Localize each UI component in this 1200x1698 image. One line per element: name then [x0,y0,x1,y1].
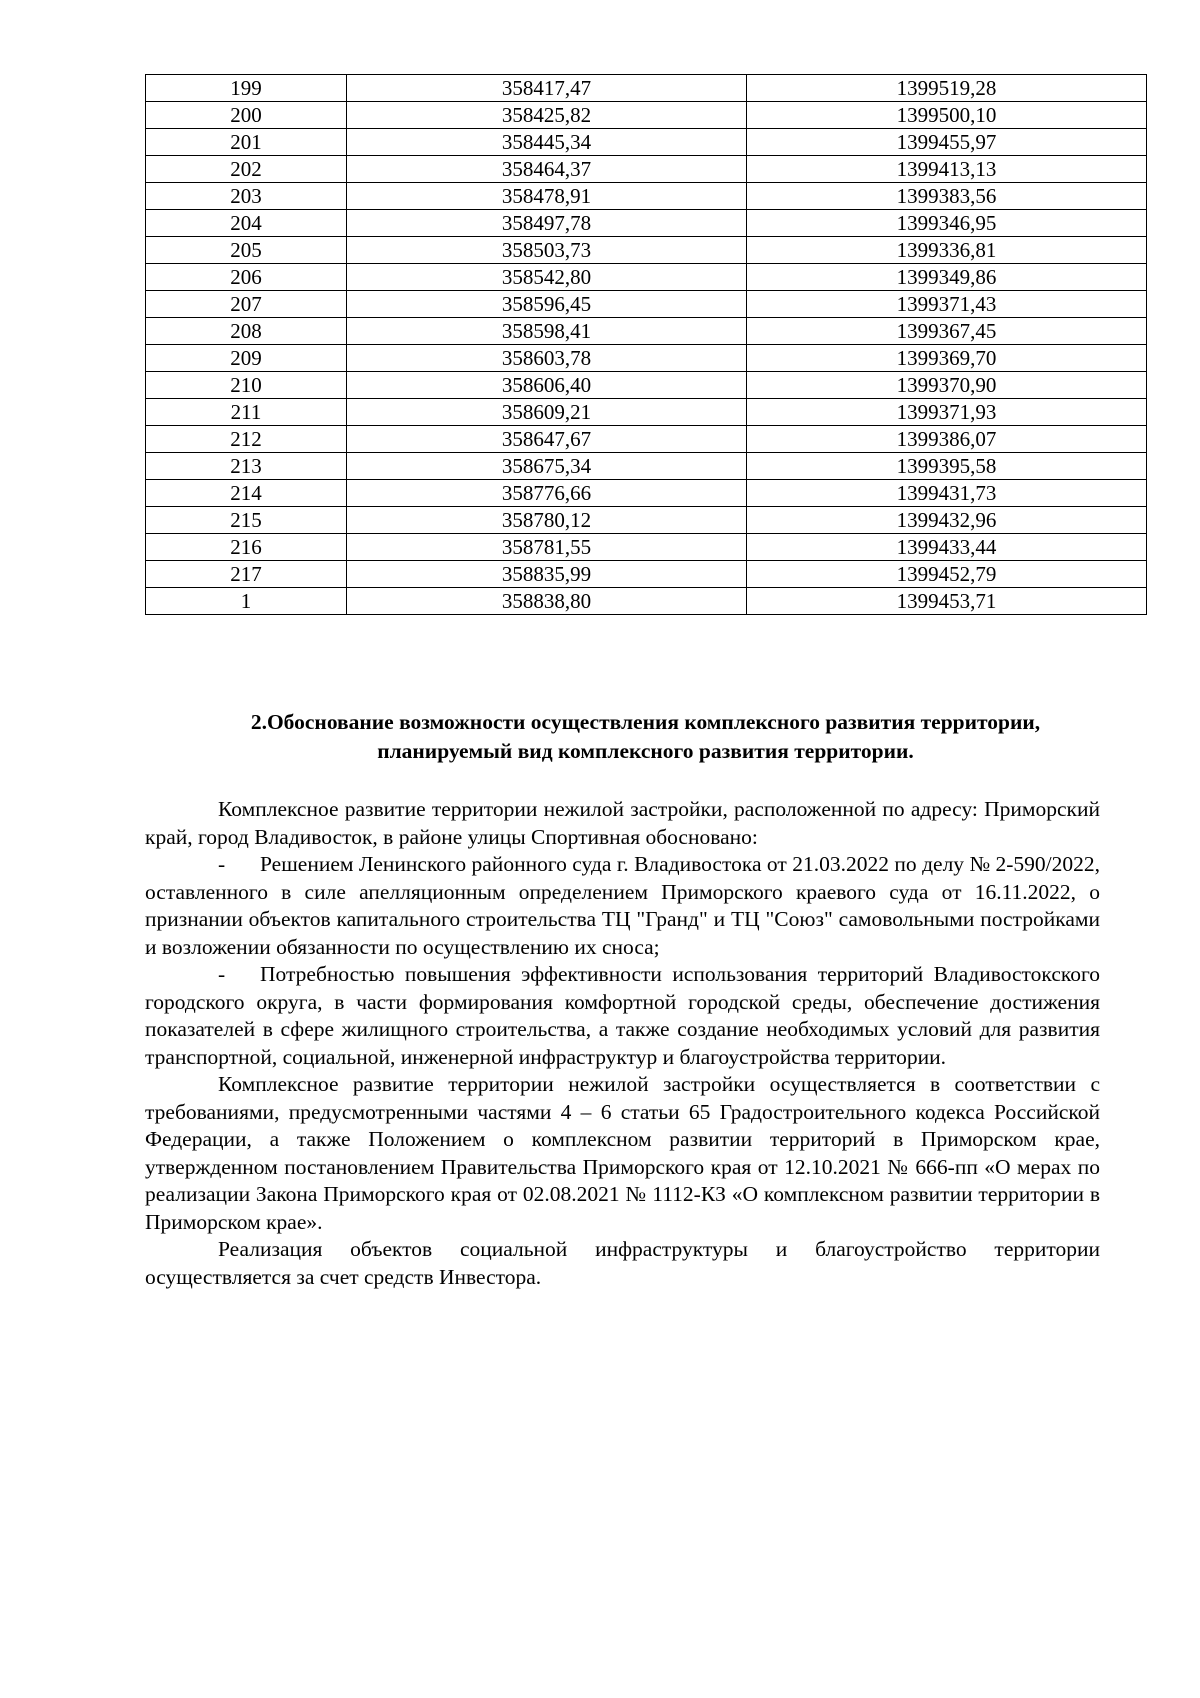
x-coordinate-cell: 358606,40 [347,372,747,399]
point-number-cell: 215 [146,507,347,534]
point-number-cell: 206 [146,264,347,291]
body-text [145,796,1100,1291]
table-row [146,399,1147,426]
x-coordinate-cell: 358445,34 [347,129,747,156]
y-coordinate-cell: 1399453,71 [747,588,1147,615]
point-number-cell: 210 [146,372,347,399]
list-item-court-decision [145,851,1100,961]
x-coordinate-cell: 358478,91 [347,183,747,210]
point-number-cell: 199 [146,75,347,102]
point-number-cell: 202 [146,156,347,183]
point-number-cell: 200 [146,102,347,129]
point-number-cell: 201 [146,129,347,156]
table-row [146,561,1147,588]
x-coordinate-cell: 358781,55 [347,534,747,561]
point-number-cell: 1 [146,588,347,615]
point-number-cell: 213 [146,453,347,480]
y-coordinate-cell: 1399431,73 [747,480,1147,507]
section-title [145,708,1146,766]
paragraph-intro: Комплексное развитие территории нежилой застройки, расположенной по адресу: Приморский край, город Владивосток, в районе улицы Спортивная обосновано: [145,797,1100,849]
table-row [146,453,1147,480]
x-coordinate-cell: 358675,34 [347,453,747,480]
list-dash: - [218,962,226,986]
list-item-efficiency-need [145,961,1100,1071]
y-coordinate-cell: 1399371,93 [747,399,1147,426]
table-row [146,264,1147,291]
table-row [146,237,1147,264]
y-coordinate-cell: 1399370,90 [747,372,1147,399]
x-coordinate-cell: 358425,82 [347,102,747,129]
table-row [146,588,1147,615]
point-number-cell: 214 [146,480,347,507]
point-number-cell: 211 [146,399,347,426]
point-number-cell: 205 [146,237,347,264]
y-coordinate-cell: 1399413,13 [747,156,1147,183]
point-number-cell: 212 [146,426,347,453]
x-coordinate-cell: 358417,47 [347,75,747,102]
y-coordinate-cell: 1399346,95 [747,210,1147,237]
table-row [146,75,1147,102]
x-coordinate-cell: 358835,99 [347,561,747,588]
list-item-text: Решением Ленинского районного суда г. Владивостока от 21.03.2022 по делу № 2-590/2022, оставленного в силе апелляционным определением Приморского краевого суда от 16.11.2022, о признании объектов капитального строительства ТЦ "Гранд" и ТЦ "Союз" самовольными постройками и возложении обязанности по осуществлению их сноса; [145,852,1100,959]
x-coordinate-cell: 358780,12 [347,507,747,534]
coordinates-table-body [146,75,1147,615]
y-coordinate-cell: 1399386,07 [747,426,1147,453]
x-coordinate-cell: 358647,67 [347,426,747,453]
table-row [146,156,1147,183]
x-coordinate-cell: 358609,21 [347,399,747,426]
table-row [146,372,1147,399]
table-row [146,345,1147,372]
list-item-text: Потребностью повышения эффективности использования территорий Владивостокского городского округа, в части формирования комфортной городской среды, обеспечение достижения показателей в сфере жилищного строительства, а также создание необходимых условий для развития транспортной, социальной, инженерной инфраструктур и благоустройства территории. [145,962,1100,1069]
section-title-line-1: 2.Обоснование возможности осуществления комплексного развития территории, [250,710,1041,734]
x-coordinate-cell: 358497,78 [347,210,747,237]
point-number-cell: 208 [146,318,347,345]
point-number-cell: 216 [146,534,347,561]
y-coordinate-cell: 1399519,28 [747,75,1147,102]
y-coordinate-cell: 1399455,97 [747,129,1147,156]
paragraph-legal-basis: Комплексное развитие территории нежилой застройки осуществляется в соответствии с требованиями, предусмотренными частями 4 – 6 статьи 65 Градостроительного кодекса Российской Федерации, а также Положением о комплексном развитии территорий в Приморском крае, утвержденном постановлением Правительства Приморского края от 12.10.2021 № 666-пп «О мерах по реализации Закона Приморского края от 02.08.2021 № 1112-КЗ «О комплексном развитии территории в Приморском крае». [145,1072,1100,1234]
y-coordinate-cell: 1399369,70 [747,345,1147,372]
table-row [146,129,1147,156]
table-row [146,507,1147,534]
y-coordinate-cell: 1399336,81 [747,237,1147,264]
point-number-cell: 217 [146,561,347,588]
x-coordinate-cell: 358776,66 [347,480,747,507]
section-title-line-2: планируемый вид комплексного развития территории. [377,739,914,763]
table-row [146,102,1147,129]
table-row [146,480,1147,507]
table-row [146,183,1147,210]
y-coordinate-cell: 1399383,56 [747,183,1147,210]
coordinates-table [145,74,1147,615]
point-number-cell: 207 [146,291,347,318]
table-row [146,318,1147,345]
y-coordinate-cell: 1399349,86 [747,264,1147,291]
x-coordinate-cell: 358838,80 [347,588,747,615]
y-coordinate-cell: 1399500,10 [747,102,1147,129]
list-dash: - [218,852,226,876]
x-coordinate-cell: 358603,78 [347,345,747,372]
point-number-cell: 203 [146,183,347,210]
table-row [146,534,1147,561]
table-row [146,210,1147,237]
x-coordinate-cell: 358503,73 [347,237,747,264]
x-coordinate-cell: 358598,41 [347,318,747,345]
x-coordinate-cell: 358542,80 [347,264,747,291]
point-number-cell: 204 [146,210,347,237]
x-coordinate-cell: 358596,45 [347,291,747,318]
y-coordinate-cell: 1399395,58 [747,453,1147,480]
point-number-cell: 209 [146,345,347,372]
table-row [146,291,1147,318]
y-coordinate-cell: 1399452,79 [747,561,1147,588]
x-coordinate-cell: 358464,37 [347,156,747,183]
paragraph-financing: Реализация объектов социальной инфраструктуры и благоустройство территории осуществляется за счет средств Инвестора. [145,1237,1100,1289]
y-coordinate-cell: 1399371,43 [747,291,1147,318]
y-coordinate-cell: 1399367,45 [747,318,1147,345]
table-row [146,426,1147,453]
y-coordinate-cell: 1399433,44 [747,534,1147,561]
y-coordinate-cell: 1399432,96 [747,507,1147,534]
